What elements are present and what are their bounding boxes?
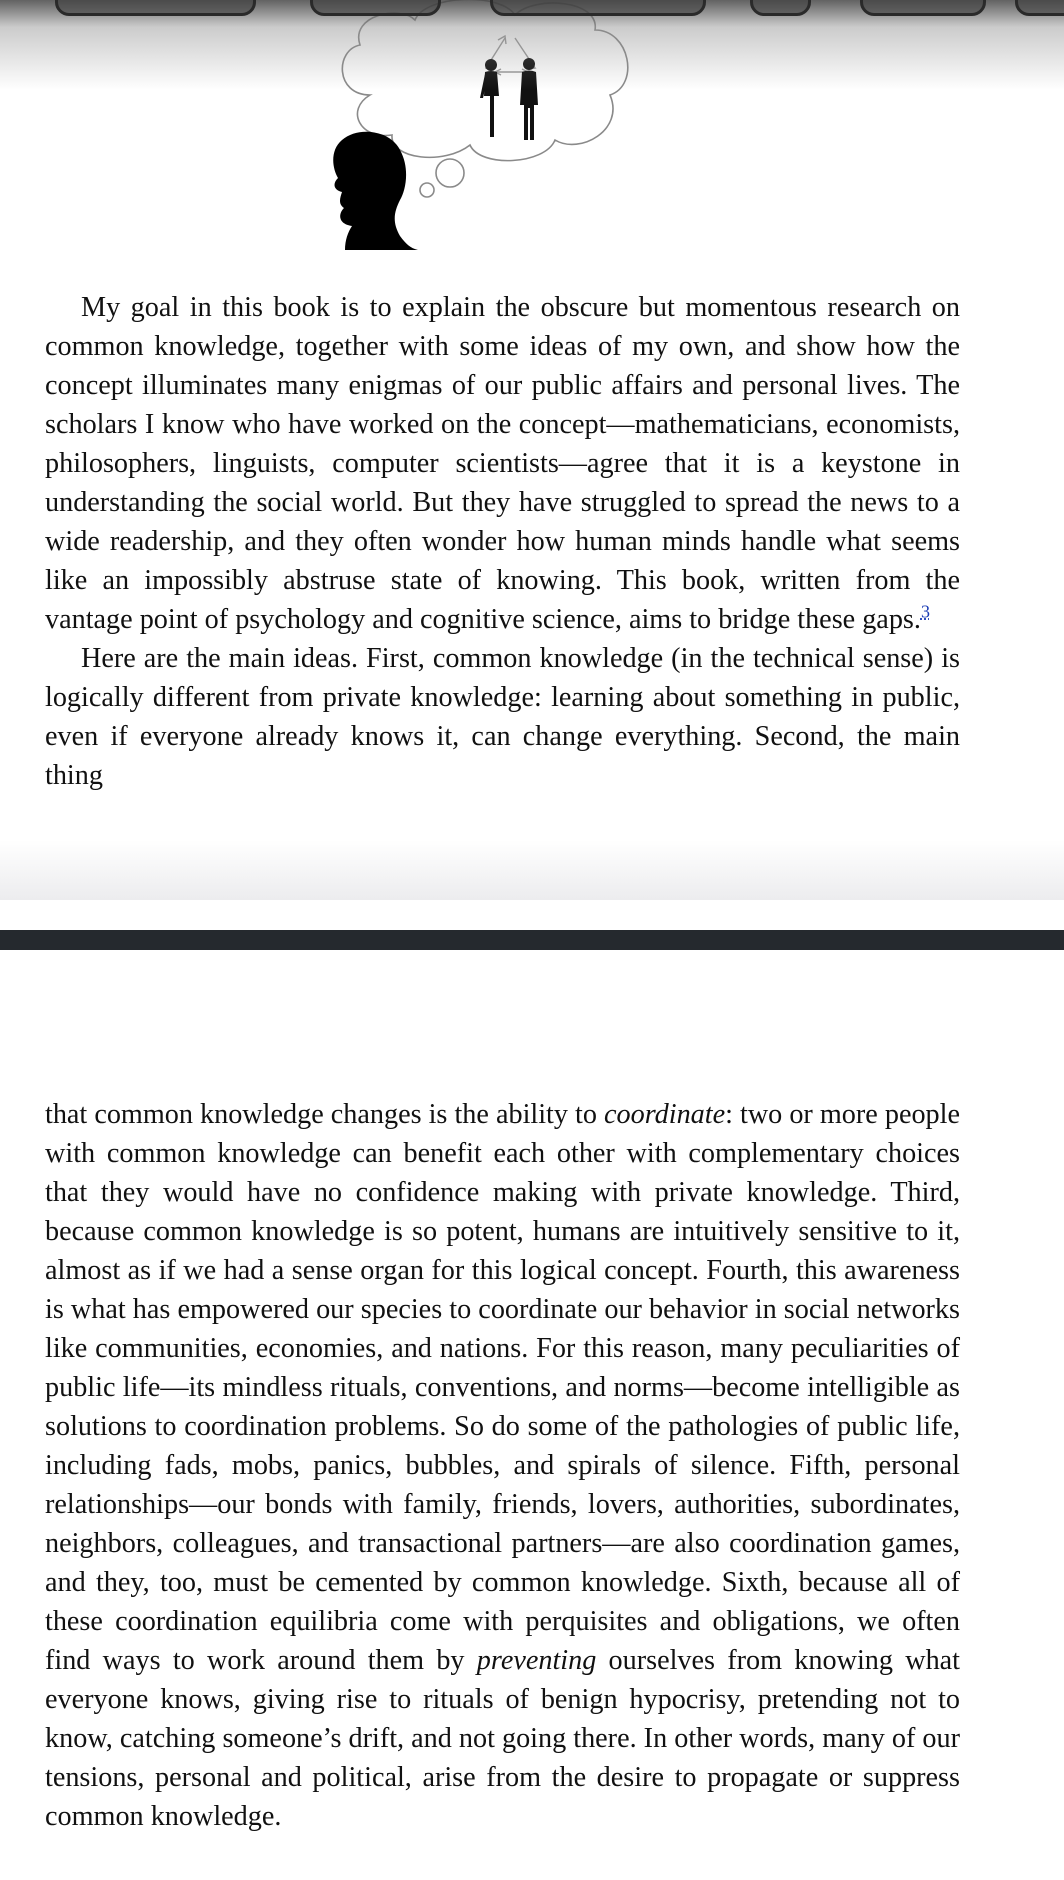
- toolbar-button-2[interactable]: [310, 0, 441, 16]
- body-text-top: [45, 288, 960, 795]
- toolbar-button-6[interactable]: [1015, 0, 1064, 16]
- thought-circle-small: [420, 183, 434, 197]
- emphasis-coordinate: coordinate: [604, 1099, 726, 1130]
- footnote-link-3[interactable]: 3: [920, 601, 930, 622]
- top-toolbar-remnant: [0, 0, 1064, 14]
- ebook-page-bottom: [0, 950, 1064, 1880]
- paragraph-2-text: Here are the main ideas. First, common knowledge (in the technical sense) is logically different from private knowledge: learning about something in public, even if everyone already knows it, can change everything. Second, the main thing: [45, 643, 960, 791]
- paragraph-3-part1: that common knowledge changes is the ability to: [45, 1099, 605, 1130]
- page-divider: [0, 930, 1064, 950]
- ebook-page-top: [0, 0, 1064, 900]
- toolbar-button-5[interactable]: [860, 0, 986, 16]
- paragraph-1-text: My goal in this book is to explain the obscure but momentous research on common knowledge, together with some ideas of my own, and show how the concept illuminates many enigmas of our public affairs and personal lives. The scholars I know who have worked on the concept—mathematicians, economists, philosophers, linguists, computer scientists—agree that it is a keystone in understanding the social world. But they have struggled to spread the news to a wide readership, and they often wonder how human minds handle what seems like an impossibly abstruse state of knowing. This book, written from the vantage point of psychology and cognitive science, aims to bridge these gaps.: [45, 292, 960, 635]
- toolbar-button-1[interactable]: [55, 0, 256, 16]
- toolbar-button-3[interactable]: [490, 0, 706, 16]
- paragraph-2: [45, 639, 960, 795]
- body-text-bottom: [45, 1095, 960, 1836]
- thought-circle-large: [436, 159, 464, 187]
- toolbar-button-4[interactable]: [750, 0, 811, 16]
- paragraph-1: [45, 288, 960, 639]
- paragraph-3-part2: : two or more people with common knowledge can benefit each other with complementary choices that they would have no confidence making with private knowledge. Third, because common knowledge is so potent, humans are intuitively sensitive to it, almost as if we had a sense organ for this logical concept. Fourth, this awareness is what has empowered our species to coordinate our behavior in social networks like communities, economies, and nations. For this reason, many peculiarities of public life—its mindless rituals, conventions, and norms—become intelligible as solutions to coordination problems. So do some of the pathologies of public life, including fads, mobs, panics, bubbles, and spirals of silence. Fifth, personal relationships—our bonds with family, friends, lovers, authorities, subordinates, neighbors, colleagues, and transactional partners—are also coordination games, and they, too, must be cemented by common knowledge. Sixth, because all of these coordination equilibria come with perquisites and obligations, we often find ways to work around them by: [45, 1099, 960, 1676]
- paragraph-3: [45, 1095, 960, 1836]
- emphasis-preventing: preventing: [476, 1645, 597, 1676]
- paragraph-3-part3: ourselves from knowing what everyone knows, giving rise to rituals of benign hypocrisy, pretending not to know, catching someone’s drift, and not going there. In other words, many of our tensions, personal and political, arise from the desire to propagate or suppress common knowledge.: [45, 1645, 961, 1832]
- page-bottom-shade: [0, 840, 1064, 900]
